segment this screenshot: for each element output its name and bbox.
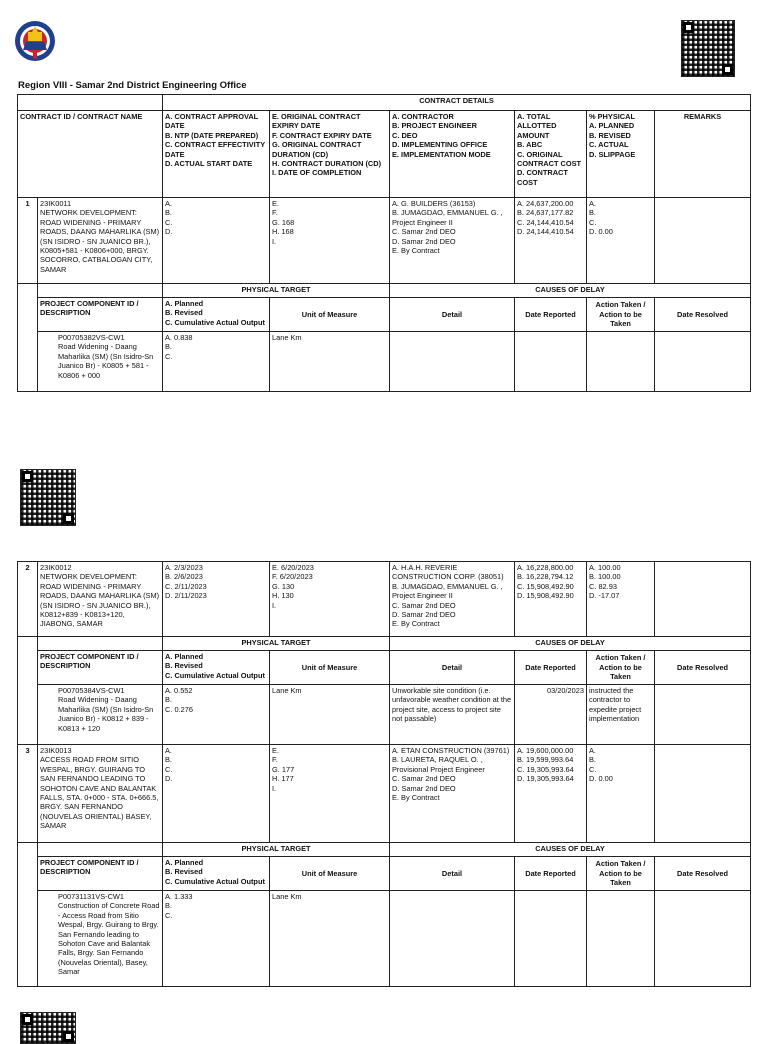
physical-target-header: PHYSICAL TARGET — [163, 284, 390, 298]
remarks — [655, 562, 751, 637]
physical-progress: A. B. C. D. 0.00 — [587, 745, 655, 843]
date-resolved-header: Date Resolved — [655, 298, 751, 332]
physical-header: % PHYSICAL A. PLANNED B. REVISED C. ACTUAL D. SLIPPAGE — [587, 111, 655, 198]
row-number: 1 — [18, 198, 38, 284]
causes-of-delay-header: CAUSES OF DELAY — [390, 637, 751, 651]
remarks — [655, 745, 751, 843]
unit-header: Unit of Measure — [270, 298, 390, 332]
row-number: 2 — [18, 562, 38, 637]
remarks-header: REMARKS — [655, 111, 751, 198]
component-target: A. 0.838 B. C. — [163, 332, 270, 392]
contract-dates: A. B. C. D. — [163, 745, 270, 843]
component-header: PROJECT COMPONENT ID / DESCRIPTION — [38, 651, 163, 685]
date-reported-header: Date Reported — [515, 298, 587, 332]
dpwh-seal-icon — [14, 20, 56, 62]
contract-expiry: E. F. G. 177 H. 177 I. — [270, 745, 390, 843]
component-header: PROJECT COMPONENT ID / DESCRIPTION — [38, 857, 163, 891]
contractor-info: A. ETAN CONSTRUCTION (39761) B. LAURETA, RAQUEL O. , Provisional Project Engineer C. Samar 2nd DEO D. Samar 2nd DEO E. By Contract — [390, 745, 515, 843]
detail-header: Detail — [390, 298, 515, 332]
physical-target-header: PHYSICAL TARGET — [163, 843, 390, 857]
qr-code-icon — [20, 469, 76, 526]
date-reported — [515, 891, 587, 987]
unit-of-measure: Lane Km — [270, 891, 390, 987]
contractor-info: A. H.A.H. REVERIE CONSTRUCTION CORP. (38051) B. JUMAGDAO, EMMANUEL G. , Project Engineer II C. Samar 2nd DEO D. Samar 2nd DEO E. By Contract — [390, 562, 515, 637]
date-resolved — [655, 332, 751, 392]
contract-dates: A. 2/3/2023 B. 2/6/2023 C. 2/11/2023 D. 2/11/2023 — [163, 562, 270, 637]
contract-id-name-header: CONTRACT ID / CONTRACT NAME — [18, 111, 163, 198]
remarks — [655, 198, 751, 284]
contractor-info: A. G. BUILDERS (36153) B. JUMAGDAO, EMMANUEL G. , Project Engineer II C. Samar 2nd DEO D. Samar 2nd DEO E. By Contract — [390, 198, 515, 284]
table-row — [18, 562, 751, 637]
date-resolved-header: Date Resolved — [655, 651, 751, 685]
physical-progress: A. 100.00 B. 100.00 C. 82.93 D. -17.07 — [587, 562, 655, 637]
table-row — [18, 745, 751, 843]
contract-expiry: E. 6/20/2023 F. 6/20/2023 G. 130 H. 130 I. — [270, 562, 390, 637]
action-taken — [587, 332, 655, 392]
contract-amount: A. 19,600,000.00 B. 19,599,993.64 C. 19,305,993.64 D. 19,305,993.64 — [515, 745, 587, 843]
action-taken: instructed the contractor to expedite project implementation — [587, 685, 655, 745]
physical-progress: A. B. C. D. 0.00 — [587, 198, 655, 284]
contract-table-page-1 — [17, 94, 751, 392]
unit-of-measure: Lane Km — [270, 685, 390, 745]
date-reported — [515, 332, 587, 392]
date-reported: 03/20/2023 — [515, 685, 587, 745]
qr-code-icon — [20, 1012, 76, 1044]
row-number: 3 — [18, 745, 38, 843]
office-title: Region VIII - Samar 2nd District Engineering Office — [18, 80, 247, 91]
unit-header: Unit of Measure — [270, 857, 390, 891]
date-reported-header: Date Reported — [515, 651, 587, 685]
date-resolved-header: Date Resolved — [655, 857, 751, 891]
amount-header: A. TOTAL ALLOTTED AMOUNT B. ABC C. ORIGINAL CONTRACT COST D. CONTRACT COST — [515, 111, 587, 198]
qr-code-icon — [681, 20, 735, 77]
contract-name: 23IK0013 ACCESS ROAD FROM SITIO WESPAL, BRGY. GUIRANG TO SAN FERNANDO LEADING TO SOHOTON CAVE AND BALANTAK FALLS, STA. 0+000 - STA. 0+666.5, BRGY. SAN FERNANDO (NOUVELAS ORIENTAL) BASEY, SAMAR — [38, 745, 163, 843]
component-header: PROJECT COMPONENT ID / DESCRIPTION — [38, 298, 163, 332]
planned-header: A. Planned B. Revised C. Cumulative Actual Output — [163, 651, 270, 685]
action-taken — [587, 891, 655, 987]
delay-detail — [390, 332, 515, 392]
unit-of-measure: Lane Km — [270, 332, 390, 392]
causes-of-delay-header: CAUSES OF DELAY — [390, 284, 751, 298]
contract-amount: A. 16,228,800.00 B. 16,228,794.12 C. 15,908,492.90 D. 15,908,492.90 — [515, 562, 587, 637]
component-description: P00705384VS-CW1 Road Widening - Daang Maharlika (SM) (Sn Isidro-Sn Juanico Br) - K0812 + 839 - K0813 + 120 — [38, 685, 163, 745]
component-target: A. 1.333 B. C. — [163, 891, 270, 987]
physical-target-header: PHYSICAL TARGET — [163, 637, 390, 651]
delay-detail: Unworkable site condition (i.e. unfavorable weather condition at the project site, access to project site not passable) — [390, 685, 515, 745]
planned-header: A. Planned B. Revised C. Cumulative Actual Output — [163, 298, 270, 332]
date-resolved — [655, 891, 751, 987]
expiry-header: E. ORIGINAL CONTRACT EXPIRY DATE F. CONTRACT EXPIRY DATE G. ORIGINAL CONTRACT DURATION (CD) H. CONTRACT DURATION (CD) I. DATE OF COMPLETION — [270, 111, 390, 198]
table-row — [18, 891, 751, 987]
component-target: A. 0.552 B. C. 0.276 — [163, 685, 270, 745]
action-header: Action Taken / Action to be Taken — [587, 298, 655, 332]
unit-header: Unit of Measure — [270, 651, 390, 685]
date-reported-header: Date Reported — [515, 857, 587, 891]
contract-name: 23IK0011 NETWORK DEVELOPMENT: ROAD WIDENING - PRIMARY ROADS, DAANG MAHARLIKA (SM) (SN ISIDRO - SN JUANICO BR.), K0805+581 - K0806+000, BRGY. SOCORRO, CATBALOGAN CITY, SAMAR — [38, 198, 163, 284]
contract-dates: A. B. C. D. — [163, 198, 270, 284]
contract-details-header: CONTRACT DETAILS — [163, 95, 751, 111]
delay-detail — [390, 891, 515, 987]
action-header: Action Taken / Action to be Taken — [587, 857, 655, 891]
detail-header: Detail — [390, 857, 515, 891]
contractor-header: A. CONTRACTOR B. PROJECT ENGINEER C. DEO D. IMPLEMENTING OFFICE E. IMPLEMENTATION MODE — [390, 111, 515, 198]
table-row — [18, 198, 751, 284]
causes-of-delay-header: CAUSES OF DELAY — [390, 843, 751, 857]
detail-header: Detail — [390, 651, 515, 685]
contract-expiry: E. F. G. 168 H. 168 I. — [270, 198, 390, 284]
component-description: P00705382VS-CW1 Road Widening - Daang Maharlika (SM) (Sn Isidro-Sn Juanico Br) - K0805 + 581 - K0806 + 000 — [38, 332, 163, 392]
planned-header: A. Planned B. Revised C. Cumulative Actual Output — [163, 857, 270, 891]
component-description: P00731131VS-CW1 Construction of Concrete Road - Access Road from Sitio Wespal, Brgy. Guirang to Brgy. San Fernando leading to Sohoton Cave and Balantak Falls, Brgy. San Fernando (Nouvelas Oriental), Basey, Samar — [38, 891, 163, 987]
contract-amount: A. 24,637,200.00 B. 24,637,177.82 C. 24,144,410.54 D. 24,144,410.54 — [515, 198, 587, 284]
dates-header: A. CONTRACT APPROVAL DATE B. NTP (DATE PREPARED) C. CONTRACT EFFECTIVITY DATE D. ACTUAL START DATE — [163, 111, 270, 198]
contract-name: 23IK0012 NETWORK DEVELOPMENT: ROAD WIDENING - PRIMARY ROADS, DAANG MAHARLIKA (SM) (SN ISIDRO - SN JUANICO BR.), K0812+839 - K0813+120, JIABONG, SAMAR — [38, 562, 163, 637]
contract-table-page-2 — [17, 561, 751, 987]
table-row — [18, 685, 751, 745]
action-header: Action Taken / Action to be Taken — [587, 651, 655, 685]
table-row — [18, 332, 751, 392]
date-resolved — [655, 685, 751, 745]
